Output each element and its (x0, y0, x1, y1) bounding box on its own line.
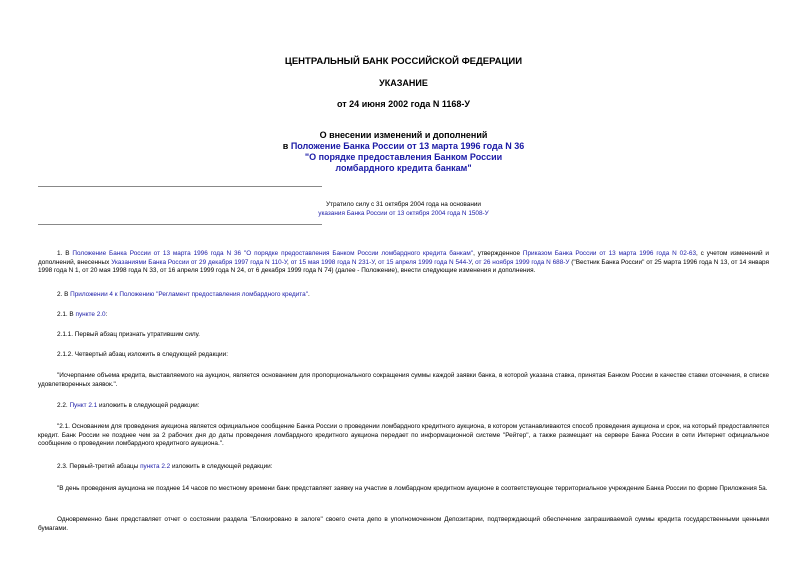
doc-type: УКАЗАНИЕ (379, 78, 428, 88)
p9-text-b: изложить в следующей редакции: (170, 463, 273, 470)
p3-link-clause-2-0[interactable]: пункте 2.0 (75, 311, 106, 318)
paragraph-11: Одновременно банк представляет отчет о состоянии раздела "Блокировано в залоге" своего счета депо в уполномоченном Депозитарии, подтверждающий обеспечение запрашиваемой суммы кредита государственными ценными бумагами. (38, 516, 769, 532)
doc-date: от 24 июня 2002 года N 1168-У (337, 99, 470, 109)
doc-title-line2 (0, 141, 807, 151)
p1-link-instruction-231[interactable]: от 15 мая 1998 года N 231-У (290, 258, 375, 266)
p1-link-instruction-110[interactable]: Указаниями Банка России от 29 декабря 1997 года N 110-У (111, 258, 288, 266)
p1-text-f: , (471, 258, 476, 266)
p1-link-order[interactable]: Приказом Банка России от 13 марта 1996 года N 02-63 (522, 250, 696, 257)
p1-text-a: 1. В (57, 250, 73, 257)
doc-title-line1: О внесении изменений и дополнений (319, 130, 488, 140)
paragraph-7 (38, 402, 769, 411)
p1-link-regulation[interactable]: Положение Банка России от 13 марта 1996 года N 36 "О порядке предоставления Банком России ломбардного кредита банкам" (72, 250, 474, 257)
p1-link-instruction-688[interactable]: от 26 ноября 1999 года N 688-У (475, 258, 570, 266)
divider-bottom (38, 224, 322, 225)
p2-text-b: . (307, 291, 310, 298)
title-link-regulation-line2[interactable]: "О порядке предоставления Банком России (304, 152, 503, 162)
p1-text-e: , (374, 258, 379, 266)
p7-text-a: 2.2. (57, 402, 70, 409)
paragraph-9 (38, 463, 769, 472)
p3-text-a: 2.1. В (57, 311, 76, 318)
paragraph-1 (38, 250, 769, 276)
p7-link-clause-2-1[interactable]: Пункт 2.1 (69, 402, 98, 409)
p3-text-b: : (105, 311, 108, 318)
paragraph-8: "2.1. Основанием для проведения аукциона является официальное сообщение Банка России о проведении ломбардного кредитного аукциона, в котором устанавливаются способ проведения аукциона и срок, на который предоставляется кредит. Банк России не позднее чем за 2 рабочих дня до даты проведения ломбардного кредитного аукциона передает по информационной системе "Рейтер", а также размещает на сервере Банка России в сети Интернет официальное сообщение о проведении ломбардного кредитного аукциона.". (38, 423, 769, 447)
p1-text-c: , с учетом изменений и дополнений, внесенных (38, 250, 769, 266)
divider-top (38, 186, 322, 187)
org-name: ЦЕНТРАЛЬНЫЙ БАНК РОССИЙСКОЙ ФЕДЕРАЦИИ (284, 56, 523, 67)
p9-text-a: 2.3. Первый-третий абзацы (57, 463, 141, 470)
p1-text-b: , утвержденное (473, 250, 523, 257)
title-link-regulation-line3[interactable]: ломбардного кредита банкам" (335, 163, 472, 173)
title-link-regulation[interactable]: Положение Банка России от 13 марта 1996 года N 36 (290, 141, 525, 151)
p9-link-clause-2-2[interactable]: пункта 2.2 (140, 463, 171, 470)
paragraph-10: "В день проведения аукциона не позднее 14 часов по местному времени банк представляет заявку на участие в ломбардном кредитном аукционе в соответствующее территориальное учреждение Банка России по форме Приложения 5а. (57, 485, 768, 492)
status-note-link[interactable]: указания Банка России от 13 октября 2004 года N 1508-У (318, 210, 489, 217)
title-prefix: в (282, 141, 291, 151)
p7-text-b: изложить в следующей редакции: (97, 402, 200, 409)
p2-link-appendix-4[interactable]: Приложении 4 к Положению "Регламент предоставления ломбардного кредита" (70, 291, 308, 298)
paragraph-5: 2.1.2. Четвертый абзац изложить в следующей редакции: (57, 351, 228, 358)
p2-text-a: 2. В (57, 291, 71, 298)
p1-link-instruction-544[interactable]: от 15 апреля 1999 года N 544-У (378, 258, 472, 266)
paragraph-4: 2.1.1. Первый абзац признать утратившим силу. (57, 331, 200, 338)
p1-text-d: , (287, 258, 291, 266)
status-note-text: Утратило силу с 31 октября 2004 года на основании (326, 201, 481, 208)
paragraph-2 (38, 291, 769, 300)
paragraph-6: "Исчерпание объема кредита, выставляемого на аукцион, является основанием для пропорционального сокращения суммы каждой заявки банка, в которой указана ставка, принятая Банком России в качестве ставки отсечения, в списке удовлетворенных заявок.". (38, 372, 769, 388)
paragraph-3 (38, 311, 769, 320)
p1-text-g: ("Вестник Банка России" от 25 марта 1996 года N 13, от 14 января 1998 года N 1, от 20 мая 1998 года N 33, от 16 апреля 1999 года N 24, от 6 декабря 1999 года N 74) (далее - Положение), внести следующие изменения и дополнения. (38, 258, 769, 274)
